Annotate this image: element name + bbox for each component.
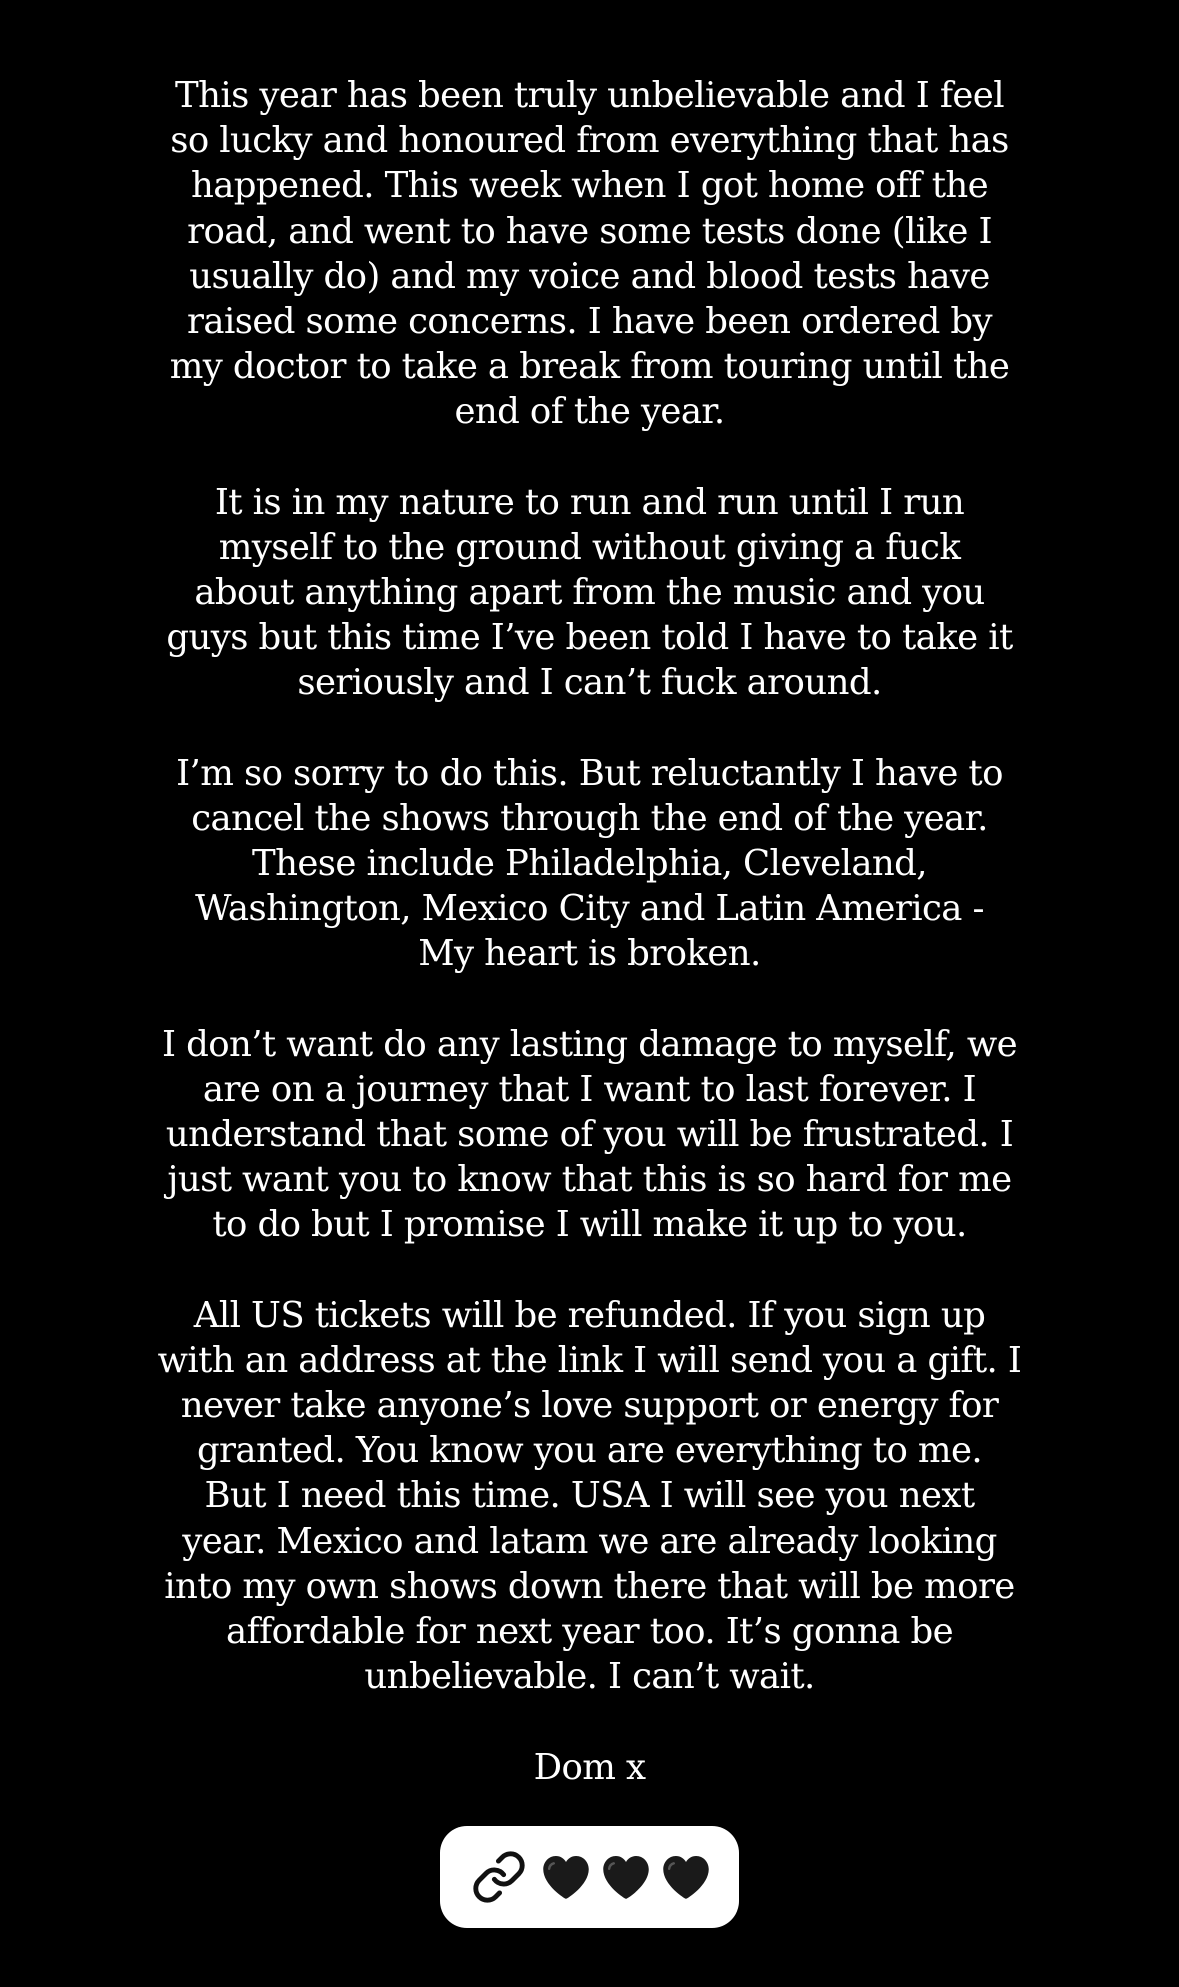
- text-line: seriously and I can’t fuck around.: [297, 662, 882, 704]
- text-line: never take anyone’s love support or energy for: [180, 1385, 999, 1427]
- black-heart-icon: [538, 1849, 594, 1905]
- text-line: year. Mexico and latam we are already looking: [182, 1520, 997, 1562]
- black-heart-icon: [598, 1849, 654, 1905]
- text-line: These include Philadelphia, Cleveland,: [252, 843, 927, 885]
- paragraph-1: [0, 73, 1179, 435]
- text-line: usually do) and my voice and blood tests have: [189, 255, 990, 297]
- text-line: All US tickets will be refunded. If you sign up: [193, 1294, 986, 1336]
- text-line: raised some concerns. I have been ordered by: [187, 301, 992, 343]
- link-icon: [470, 1848, 528, 1906]
- text-line: But I need this time. USA I will see you next: [204, 1475, 975, 1517]
- text-line: into my own shows down there that will be more: [164, 1565, 1015, 1607]
- link-sticker[interactable]: [440, 1826, 739, 1928]
- text-line: I don’t want do any lasting damage to myself, we: [161, 1023, 1018, 1065]
- text-line: myself to the ground without giving a fuck: [218, 526, 961, 568]
- black-heart-icon: [658, 1849, 714, 1905]
- text-line: about anything apart from the music and you: [194, 572, 985, 614]
- text-line: to do but I promise I will make it up to you.: [212, 1204, 967, 1246]
- text-line: cancel the shows through the end of the year.: [191, 797, 988, 839]
- text-line: are on a journey that I want to last forever. I: [202, 1068, 977, 1110]
- signoff: Dom x: [533, 1746, 646, 1788]
- paragraph-4: [0, 1022, 1179, 1248]
- text-line: This year has been truly unbelievable and I feel: [175, 75, 1004, 116]
- text-line: unbelievable. I can’t wait.: [364, 1656, 815, 1698]
- text-line: my doctor to take a break from touring until the: [169, 346, 1010, 388]
- paragraph-5: [0, 1293, 1179, 1700]
- text-line: guys but this time I’ve been told I have to take it: [166, 617, 1013, 659]
- text-line: understand that some of you will be frustrated. I: [165, 1114, 1014, 1156]
- text-line: just want you to know that this is so hard for me: [167, 1159, 1012, 1201]
- paragraph-2: [0, 480, 1179, 706]
- text-line: happened. This week when I got home off the: [190, 165, 989, 207]
- text-line: with an address at the link I will send you a gift. I: [157, 1339, 1022, 1381]
- text-line: road, and went to have some tests done (like I: [187, 210, 992, 252]
- text-line: It is in my nature to run and run until I run: [214, 481, 965, 523]
- text-line: granted. You know you are everything to me.: [196, 1430, 983, 1472]
- paragraph-3: [0, 751, 1179, 977]
- text-line: affordable for next year too. It’s gonna be: [226, 1611, 953, 1653]
- text-line: so lucky and honoured from everything that has: [170, 120, 1009, 162]
- text-line: I’m so sorry to do this. But reluctantly I have to: [176, 752, 1003, 794]
- text-line: Washington, Mexico City and Latin America -: [195, 888, 984, 930]
- text-line: My heart is broken.: [418, 933, 761, 975]
- story-text: [0, 73, 1179, 1790]
- text-line: end of the year.: [454, 391, 725, 433]
